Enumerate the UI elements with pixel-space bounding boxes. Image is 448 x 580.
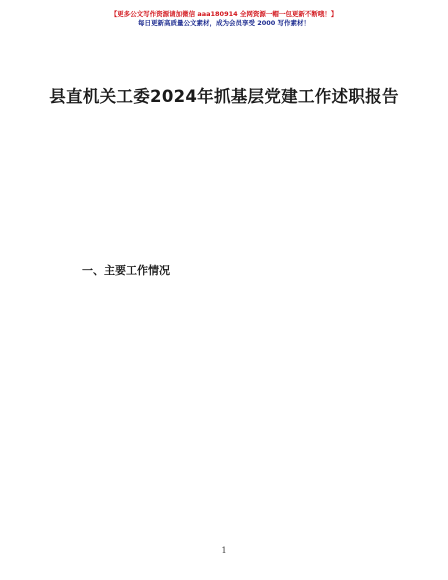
page-number: 1 (221, 546, 227, 555)
promo-banner-line2: 每日更新高质量公文素材，成为会员享受 2000 写作素材！ (137, 19, 311, 27)
document-title: 县直机关工委2024年抓基层党建工作述职报告 (49, 87, 399, 106)
section-heading: 一、主要工作情况 (82, 264, 170, 277)
promo-banner-line1: 【更多公文写作资源请加微信 aaa180914 全网资源一帽一包更新不断哦！】 (110, 10, 338, 18)
promo-banner (0, 10, 448, 28)
